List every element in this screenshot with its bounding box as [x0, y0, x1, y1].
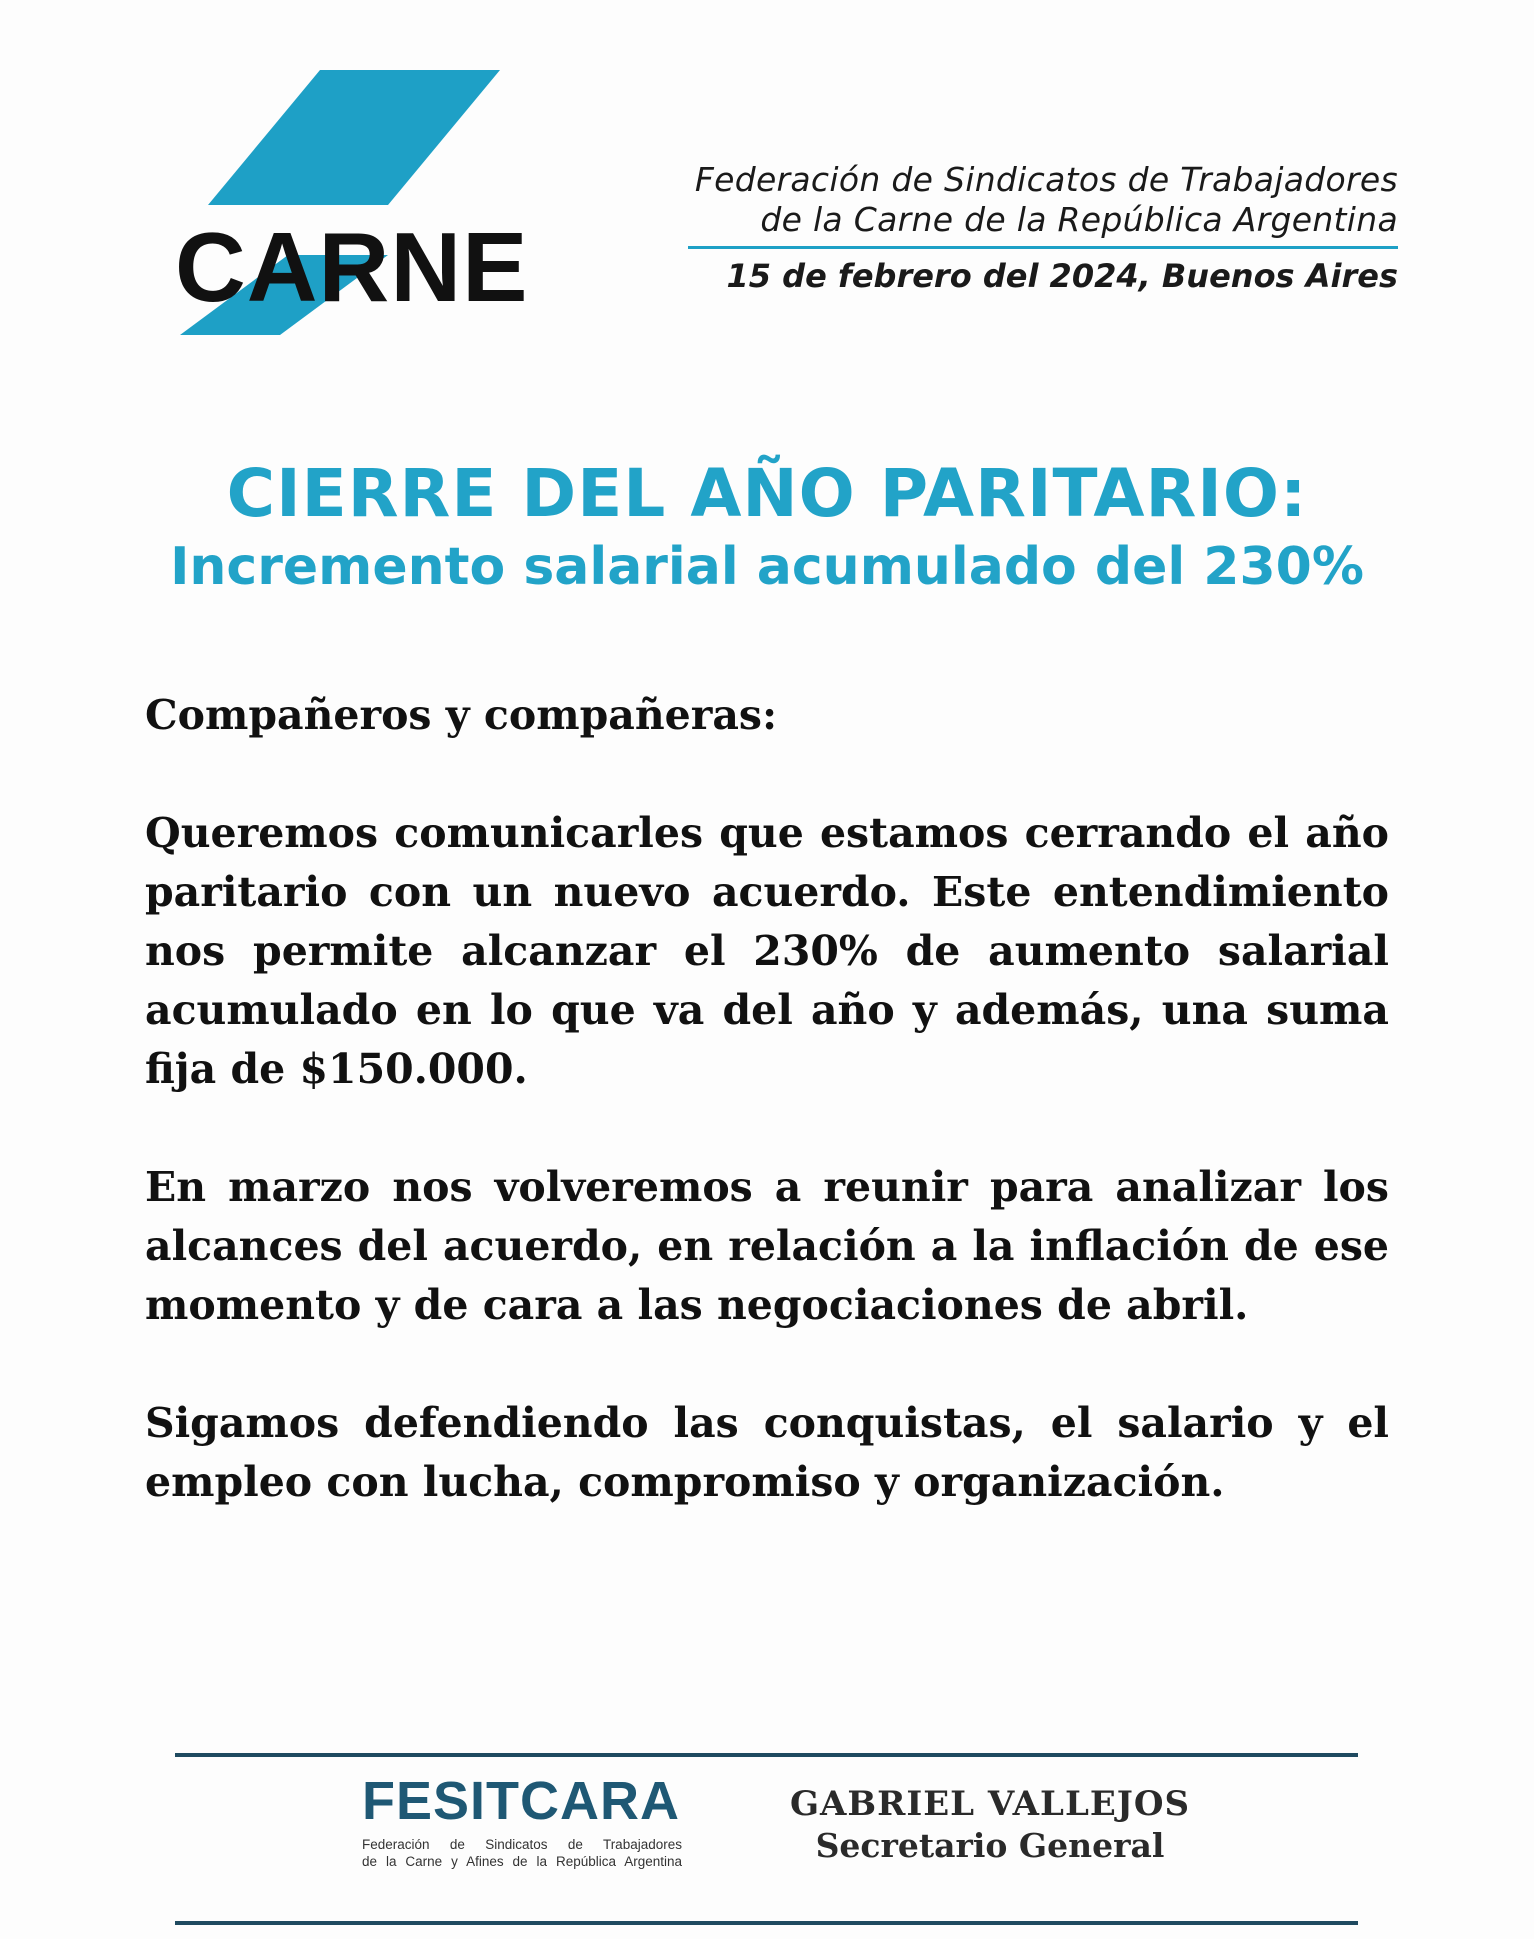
body-paragraph: En marzo nos volveremos a reunir para analizar los alcances del acuerdo, en relación a la inflación de ese momento y de cara a las negociaciones de abril. — [145, 1163, 1389, 1329]
signer-role: Secretario General — [815, 1826, 1165, 1865]
letter-body — [145, 686, 1389, 1571]
body-paragraph: Queremos comunicarles que estamos cerrando el año paritario con un nuevo acuerdo. Este entendimiento nos permite alcanzar el 230% de aumento salarial acumulado en lo que va del año y además, una suma fija de $150.000. — [145, 809, 1389, 1093]
org-name-line-1: Federación de Sindicatos de Trabajadores — [694, 160, 1398, 199]
signature-block — [760, 1783, 1220, 1867]
signer-name: GABRIEL VALLEJOS — [789, 1784, 1191, 1824]
headline — [0, 455, 1534, 601]
org-header — [688, 160, 1398, 299]
footer-divider-top — [175, 1753, 1358, 1757]
body-paragraph: Sigamos defendiendo las conquistas, el salario y el empleo con lucha, compromiso y organización. — [145, 1399, 1389, 1506]
org-name-line-2: de la Carne de la República Argentina — [760, 200, 1398, 239]
logo-stripe-upper — [208, 70, 500, 205]
header-divider — [688, 246, 1398, 249]
logo-wordmark: CARNE — [175, 212, 529, 322]
carne-logo — [170, 70, 529, 340]
salutation: Compañeros y compañeras: — [145, 691, 778, 739]
headline-title: CIERRE DEL AÑO PARITARIO: — [226, 455, 1308, 532]
headline-subtitle: Incremento salarial acumulado del 230% — [170, 537, 1364, 597]
fesitcara-acronym: FESITCARA — [362, 1771, 680, 1831]
fesitcara-logo — [362, 1772, 682, 1870]
fesitcara-desc-line-1: Federación de Sindicatos de Trabajadores — [362, 1837, 682, 1852]
fesitcara-desc-line-2: de la Carne y Afines de la República Argentina — [362, 1854, 682, 1869]
date-place: 15 de febrero del 2024, Buenos Aires — [726, 257, 1398, 295]
footer-divider-bottom — [175, 1921, 1358, 1925]
